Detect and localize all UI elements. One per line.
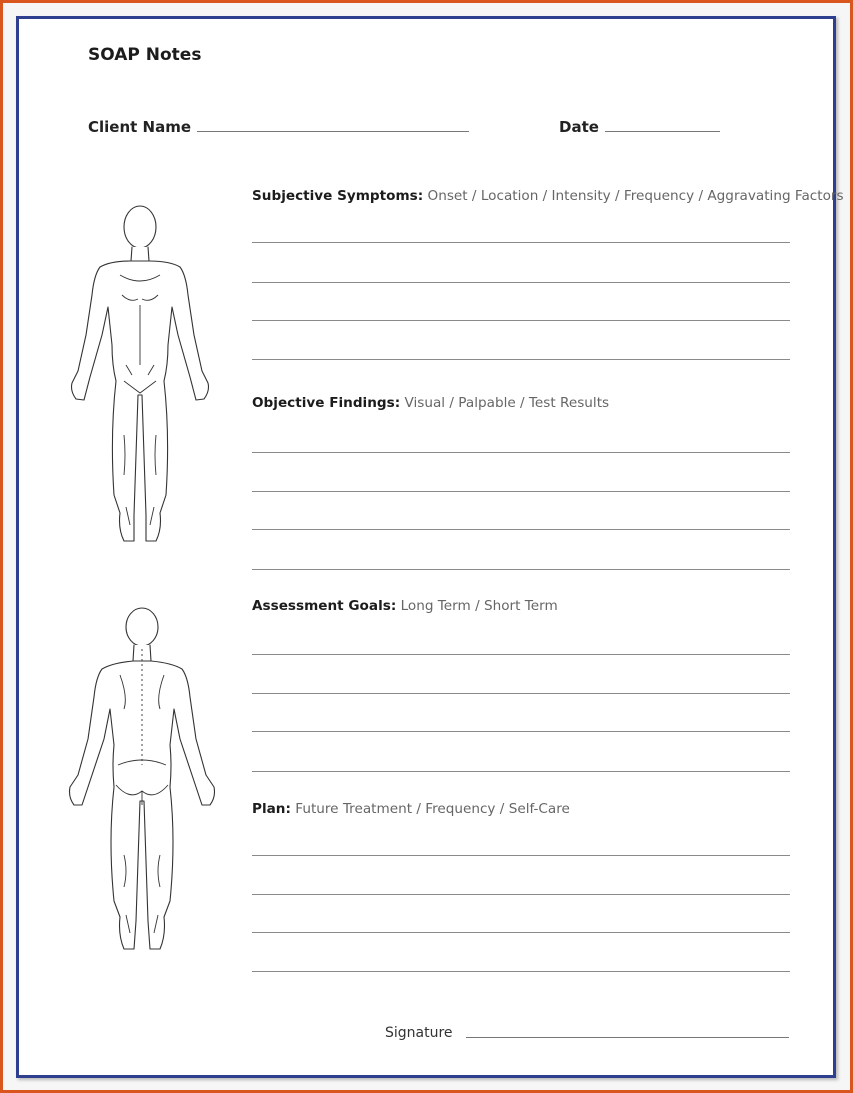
section-hint: Long Term / Short Term <box>400 598 558 614</box>
back-body-diagram <box>58 605 228 965</box>
assessment-line-4[interactable] <box>252 771 790 772</box>
date-field[interactable] <box>605 131 720 132</box>
section-label: Plan: <box>252 801 291 817</box>
assessment-line-3[interactable] <box>252 731 790 732</box>
client-name-field[interactable] <box>197 131 469 132</box>
section-hint: Future Treatment / Frequency / Self-Care <box>295 801 570 817</box>
page-title: SOAP Notes <box>88 45 202 65</box>
section-label: Objective Findings: <box>252 395 401 411</box>
assessment-line-1[interactable] <box>252 654 790 655</box>
subjective-line-4[interactable] <box>252 359 790 360</box>
subjective-line-2[interactable] <box>252 282 790 283</box>
client-name-label: Client Name <box>88 118 192 136</box>
assessment-line-2[interactable] <box>252 693 790 694</box>
section-hint: Onset / Location / Intensity / Frequency / Aggravating Factors <box>427 188 844 204</box>
plan-line-2[interactable] <box>252 894 790 895</box>
subjective-line-3[interactable] <box>252 320 790 321</box>
plan-line-3[interactable] <box>252 932 790 933</box>
section-hint: Visual / Palpable / Test Results <box>404 395 610 411</box>
objective-findings-heading <box>252 395 609 411</box>
section-label: Assessment Goals: <box>252 598 397 614</box>
section-label: Subjective Symptoms: <box>252 188 424 204</box>
signature-label: Signature <box>385 1025 453 1041</box>
assessment-goals-heading <box>252 598 558 614</box>
plan-heading <box>252 801 570 817</box>
subjective-symptoms-heading <box>252 188 844 204</box>
signature-field[interactable] <box>466 1037 789 1038</box>
objective-line-2[interactable] <box>252 491 790 492</box>
front-body-diagram <box>60 195 230 555</box>
plan-line-4[interactable] <box>252 971 790 972</box>
subjective-line-1[interactable] <box>252 242 790 243</box>
objective-line-4[interactable] <box>252 569 790 570</box>
plan-line-1[interactable] <box>252 855 790 856</box>
objective-line-1[interactable] <box>252 452 790 453</box>
date-label: Date <box>559 118 599 136</box>
objective-line-3[interactable] <box>252 529 790 530</box>
